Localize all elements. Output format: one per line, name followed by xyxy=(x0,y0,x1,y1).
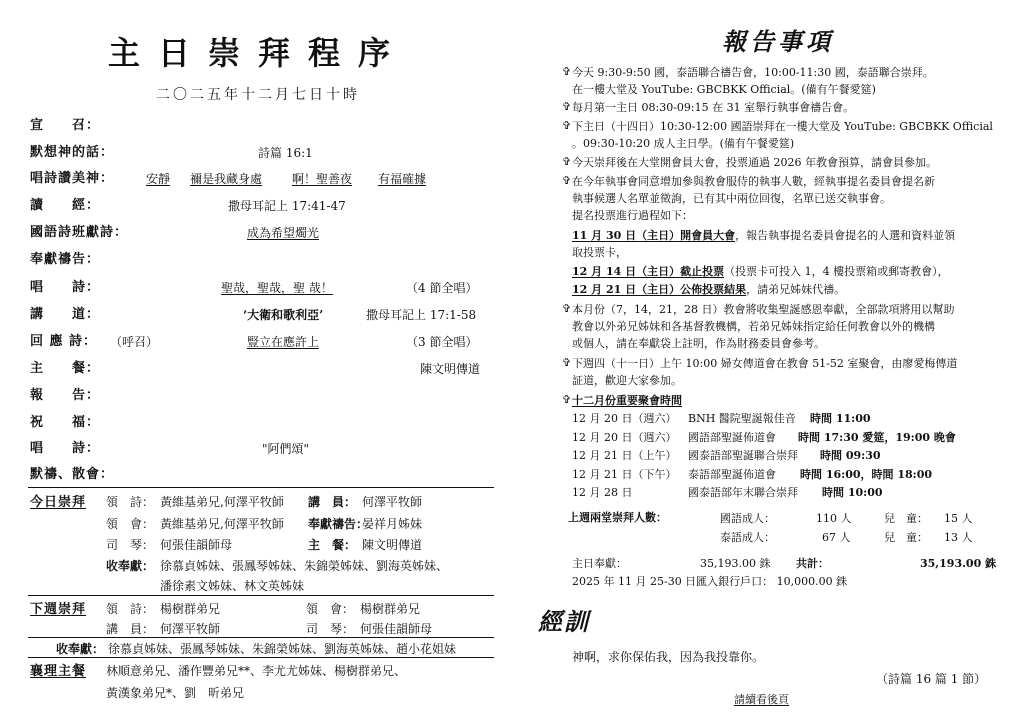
supper-team-line1: 林順意弟兄、潘作豐弟兄**、李尤尤姊妹、楊樹群弟兄、 xyxy=(106,664,407,678)
verse-title: 經訓 xyxy=(538,607,590,636)
today-prayer-label: 奉獻禱告： xyxy=(308,517,369,531)
today-worship-label: 領 會： xyxy=(106,517,155,531)
process-2 xyxy=(572,264,949,280)
divider-next xyxy=(28,595,494,596)
today-supper-label: 主 餐： xyxy=(308,538,357,552)
bullet-icon: ✞ xyxy=(562,302,572,315)
announcement-6-line2: 教會以外弟兄姊妹和各基督教機構，若弟兄姊妹指定給任何教會以外的機構 xyxy=(572,320,935,333)
announcement-7-line1: 下週四（十一日）上午 10:00 婦女傳道會在教會 51-52 室聚會，由廖愛梅傳道 xyxy=(572,357,958,370)
announcement-1-line1: 今天 9:30-9:50 國，泰語聯合禱告會，10:00-11:30 國，泰語聯合崇拜。 xyxy=(572,66,934,79)
divider-supper-team xyxy=(28,657,494,658)
program-label-response: 回 應 詩： xyxy=(30,334,98,349)
program-label-meditation: 默想神的話： xyxy=(30,145,115,160)
next-worship: 楊樹群弟兄 xyxy=(360,602,421,616)
today-piano: 何張佳韻師母 xyxy=(160,538,233,552)
process-2-desc: （投票卡可投入 1，4 樓投票箱或郵寄教會）， xyxy=(724,265,949,278)
attendance-mandarin-kids: 15 人 xyxy=(944,512,973,525)
process-1 xyxy=(572,228,955,244)
next-lead: 楊樹群弟兄 xyxy=(160,602,221,616)
attendance-thai-kids: 13 人 xyxy=(944,531,973,544)
next-worship-label: 領 會： xyxy=(306,602,355,616)
process-1-date: 11 月 30 日（主日）開會員大會 xyxy=(572,229,736,242)
sermon-scripture: 撒母耳記上 17:1-58 xyxy=(366,308,477,322)
next-piano: 何張佳韻師母 xyxy=(360,622,433,636)
event-5-date: 12 月 28 日 xyxy=(572,486,633,499)
today-offering-line1: 徐慕貞姊妹、張鳳琴姊妹、朱錦榮姊妹、劉海英姊妹、 xyxy=(160,559,449,573)
process-3-desc: ，請弟兄姊妹代禱。 xyxy=(746,283,846,296)
offering-amount: 35,193.00 銖 xyxy=(700,557,771,570)
event-4-date: 12 月 21 日（下午） xyxy=(572,468,677,481)
program-label-reading: 讀 經： xyxy=(30,198,101,213)
process-3-date: 12 月 21 日（主日）公佈投票結果 xyxy=(572,283,747,296)
attendance-title: 上週兩堂崇拜人數： xyxy=(568,511,667,524)
choir-song: 成為希望燭光 xyxy=(247,226,320,240)
today-prayer: 晏祥月姊妹 xyxy=(362,517,423,531)
program-label-praise: 唱詩讚美神： xyxy=(30,171,115,186)
process-3 xyxy=(572,282,845,298)
event-3-desc: 國泰語部聖誕聯合崇拜 xyxy=(688,449,798,462)
bullet-icon: ✞ xyxy=(562,119,572,132)
today-lead-label: 領 詩： xyxy=(106,495,155,509)
service-date: 二〇二五年十二月七日十時 xyxy=(156,87,360,103)
meditation-scripture: 詩篇 16:1 xyxy=(258,146,313,160)
next-offering: 徐慕貞姊妹、張鳳琴姊妹、朱錦榮姊妹、劉海英姊妹、趙小花姐妹 xyxy=(108,642,457,656)
announcement-6-line3: 或個人，請在奉獻袋上註明，作為財務委員會參考。 xyxy=(572,337,825,350)
program-label-announcements: 報 告： xyxy=(30,388,101,403)
attendance-mandarin-adults: 110 人 xyxy=(816,512,852,525)
next-lead-label: 領 詩： xyxy=(106,602,155,616)
next-speaker: 何澤平牧師 xyxy=(160,622,221,636)
event-5-desc: 國泰語部年末聯合崇拜 xyxy=(688,486,798,499)
closing-hymn-title: "阿們頌" xyxy=(262,442,310,456)
event-2-time: 時間 17:30 愛筵，19:00 晚會 xyxy=(798,431,956,444)
attendance-thai-kids-label: 兒 童： xyxy=(884,531,928,544)
event-3-date: 12 月 21 日（上午） xyxy=(572,449,677,462)
offering-bank: 2025 年 11 月 25-30 日匯入銀行戶口： 10,000.00 銖 xyxy=(572,575,848,588)
program-label-dismissal: 默禱、散會： xyxy=(30,467,115,482)
bullet-icon: ✞ xyxy=(562,393,572,406)
attendance-thai-adults: 67 人 xyxy=(822,531,851,544)
supper-officiant: 陳文明傳道 xyxy=(420,362,481,376)
next-offering-label: 收奉獻： xyxy=(56,642,105,656)
supper-team-line2: 黃漢象弟兄*、劉 昕弟兄 xyxy=(106,686,245,700)
praise-song-3: 啊！聖善夜 xyxy=(292,172,353,186)
announcement-1-line2: 在一樓大堂及 YouTube: GBCBKK Official。(備有午餐愛筵) xyxy=(572,83,876,96)
event-2-desc: 國語部聖誕佈道會 xyxy=(688,431,776,444)
praise-song-4: 有福確據 xyxy=(378,172,427,186)
today-heading: 今日崇拜 xyxy=(30,495,87,510)
today-worship: 黃維基弟兄,何澤平牧師 xyxy=(160,517,284,531)
reading-scripture: 撒母耳記上 17:41-47 xyxy=(228,199,346,213)
event-4-desc: 泰語部聖誕佈道會 xyxy=(688,468,776,481)
event-4-time: 時間 16:00，時間 18:00 xyxy=(800,468,933,481)
event-1-time: 時間 11:00 xyxy=(810,412,871,425)
offering-total: 35,193.00 銖 xyxy=(920,557,997,570)
divider-today xyxy=(28,487,494,488)
event-3-time: 時間 09:30 xyxy=(820,449,881,462)
praise-song-1: 安靜 xyxy=(146,172,171,186)
announcement-6-line1: 本月份（7，14，21，28 日）教會將收集聖誕感恩奉獻，全部款項將用以幫助 xyxy=(572,303,955,316)
today-lead: 黃維基弟兄,何澤平牧師 xyxy=(160,495,284,509)
bullet-icon: ✞ xyxy=(562,356,572,369)
today-speaker: 何澤平牧師 xyxy=(362,495,423,509)
announcement-3-line1: 下主日（十四日）10:30-12:00 國語崇拜在一樓大堂及 YouTube: GBCBKK Official xyxy=(572,120,993,133)
program-label-supper: 主 餐： xyxy=(30,361,101,376)
attendance-thai-label: 泰語成人： xyxy=(720,531,775,544)
supper-team-heading: 襄理主餐 xyxy=(30,664,87,679)
process-1-desc: ，報告執事提名委員會提名的人選和資料並領 xyxy=(735,229,956,242)
next-speaker-label: 講 員： xyxy=(106,622,155,636)
event-2-date: 12 月 20 日（週六） xyxy=(572,431,677,444)
event-5-time: 時間 10:00 xyxy=(822,486,883,499)
today-offering-line2: 潘徐素文姊妹、林文英姊妹 xyxy=(160,579,305,593)
next-heading: 下週崇拜 xyxy=(30,602,87,617)
announcement-5-line1: 在今年執事會同意增加參與教會服侍的執事人數，經執事提名委員會提名新 xyxy=(572,175,935,188)
hymn-title: 聖哉，聖哉，聖 哉！ xyxy=(221,281,333,295)
process-2-date: 12 月 14 日（主日）截止投票 xyxy=(572,265,725,278)
announcement-4-line1: 今天崇拜後在大堂開會員大會，投票通過 2026 年教會預算，請會員參加。 xyxy=(572,156,937,169)
next-piano-label: 司 琴： xyxy=(306,622,355,636)
announcement-7-line2: 証道，歡迎大家參加。 xyxy=(572,374,682,387)
program-label-hymn: 唱 詩： xyxy=(30,280,101,295)
sermon-title: ‘大衛和歌利亞’ xyxy=(243,308,324,322)
bullet-icon: ✞ xyxy=(562,155,572,168)
hymn-verses: （4 節全唱） xyxy=(406,281,478,295)
verse-reference: （詩篇 16 篇 1 節） xyxy=(876,672,987,686)
verse-text: 神啊，求你保佑我，因為我投靠你。 xyxy=(572,650,765,664)
praise-song-2: 禰是我藏身處 xyxy=(190,172,263,186)
service-title: 主日崇拜程序 xyxy=(108,34,409,72)
program-label-benediction: 祝 福： xyxy=(30,415,101,430)
response-note: （呼召） xyxy=(110,335,159,349)
events-title: 十二月份重要聚會時間 xyxy=(572,394,682,407)
announcement-3-line2: 。09:30-10:20 成人主日學。(備有午餐愛筵) xyxy=(572,137,795,150)
today-supper: 陳文明傳道 xyxy=(362,538,423,552)
bullet-icon: ✞ xyxy=(562,174,572,187)
attendance-mandarin-label: 國語成人： xyxy=(720,512,775,525)
announcement-5-line3: 提名投票進行過程如下： xyxy=(572,209,693,222)
today-offering-label: 收奉獻： xyxy=(106,559,155,573)
process-1-cont: 取投票卡， xyxy=(572,246,627,259)
bullet-icon: ✞ xyxy=(562,100,572,113)
bullet-icon: ✞ xyxy=(562,65,572,78)
program-label-offering-prayer: 奉獻禱告： xyxy=(30,252,101,267)
continue-link[interactable]: 請續看後頁 xyxy=(734,693,789,706)
offering-label: 主日奉獻： xyxy=(572,557,627,570)
program-label-choir: 國語詩班獻詩： xyxy=(30,225,129,240)
offering-total-label: 共計： xyxy=(796,557,829,570)
today-speaker-label: 講 員： xyxy=(308,495,357,509)
response-hymn: 豎立在應許上 xyxy=(247,335,320,349)
today-piano-label: 司 琴： xyxy=(106,538,155,552)
announcement-5-line2: 執事候選人名單並徵詢，已有其中兩位回復，名單已送交執事會。 xyxy=(572,192,891,205)
announcements-title: 報告事項 xyxy=(722,27,834,56)
program-label-closing-hymn: 唱 詩： xyxy=(30,441,101,456)
event-1-date: 12 月 20 日（週六） xyxy=(572,412,677,425)
event-1-desc: BNH 醫院聖誕報佳音 xyxy=(688,412,796,425)
program-label-call: 宣 召： xyxy=(30,118,101,133)
divider-next-offering xyxy=(28,637,494,638)
announcement-2-line1: 每月第一主日 08:30-09:15 在 31 室舉行執事會禱告會。 xyxy=(572,101,855,114)
response-verses: （3 節全唱） xyxy=(406,335,478,349)
attendance-mandarin-kids-label: 兒 童： xyxy=(884,512,928,525)
program-label-sermon: 講 道： xyxy=(30,307,101,322)
